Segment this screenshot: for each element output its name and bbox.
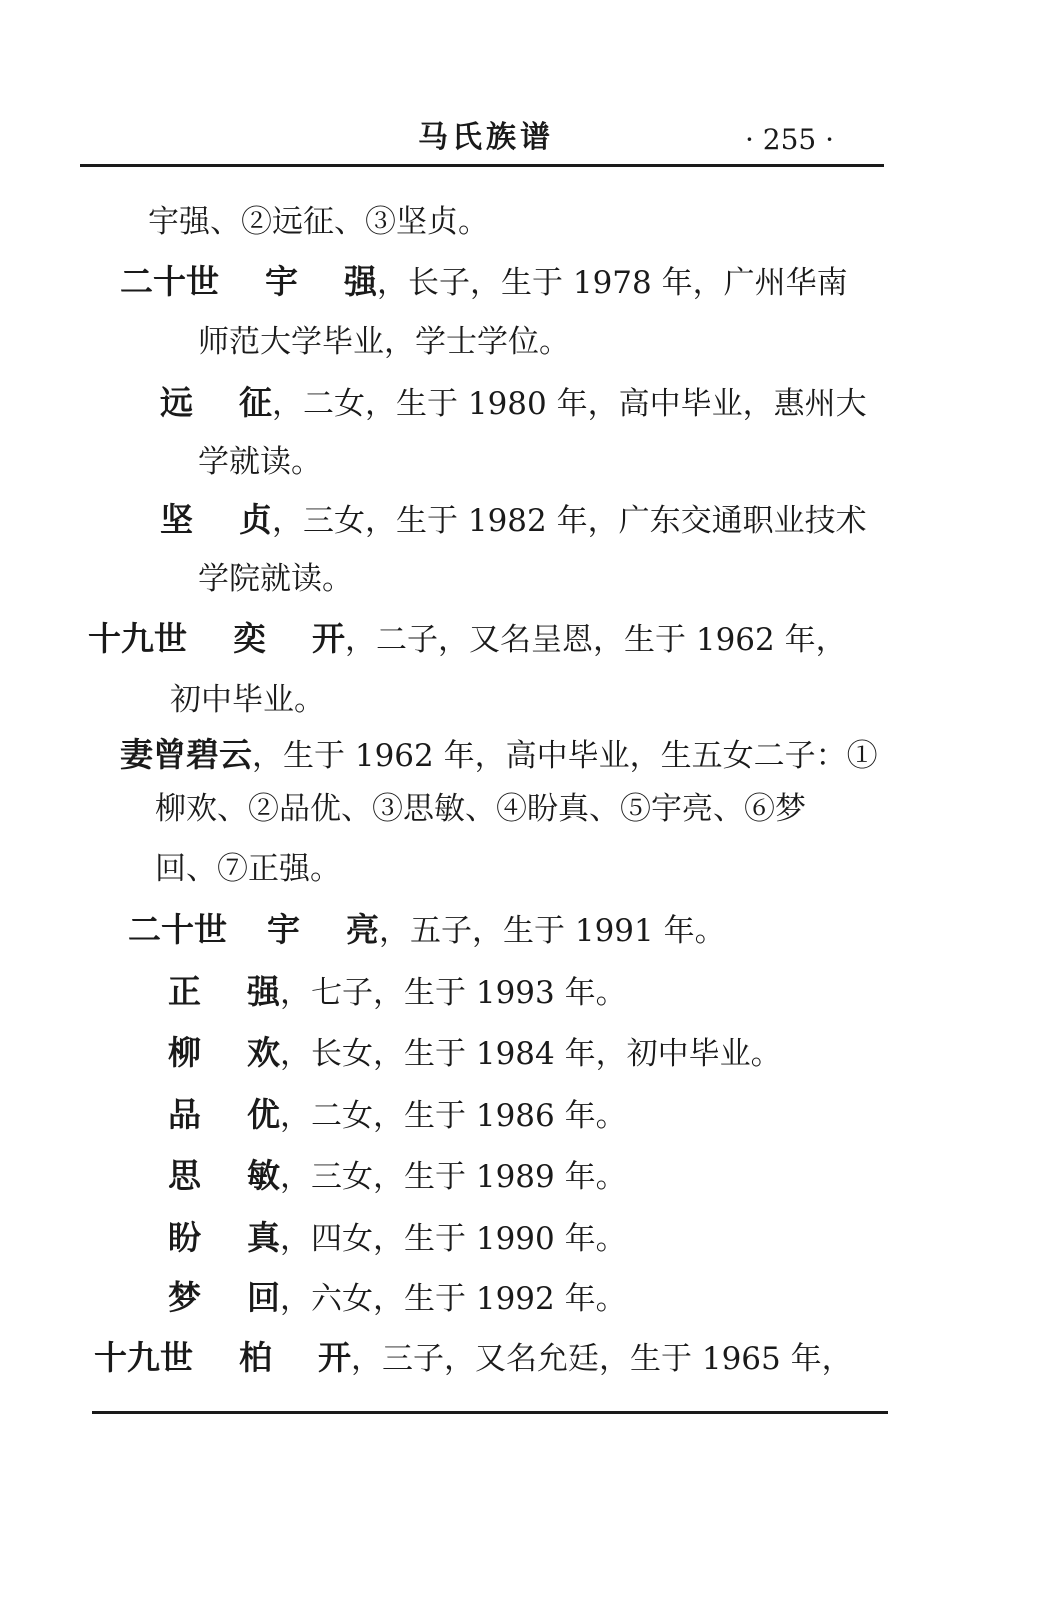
person-name: 宇强 [265, 262, 423, 301]
generation-label: 二十世 [128, 910, 227, 949]
entry-text: ，七子，生于 1993 年。 [280, 975, 627, 1011]
text-line [198, 557, 353, 601]
entry-line [120, 260, 848, 305]
entry-line [94, 1336, 853, 1381]
entry-text: ，二女，生于 1980 年，高中毕业，惠州大 [272, 386, 867, 422]
entry-line [120, 733, 878, 778]
entry-text: ，三女，生于 1989 年。 [280, 1159, 627, 1195]
entry-line [160, 498, 867, 543]
entry-line [168, 1276, 627, 1321]
line-text: 学院就读。 [198, 561, 353, 597]
footer-rule [92, 1411, 888, 1414]
person-name: 远征 [160, 383, 318, 422]
entry-line [168, 1093, 627, 1138]
generation-label: 二十世 [120, 262, 219, 301]
generation-label: 十九世 [88, 619, 187, 658]
person-name: 品优 [168, 1095, 326, 1134]
entry-text: ，六女，生于 1992 年。 [280, 1281, 627, 1317]
page-number: · 255 · [745, 123, 835, 156]
entry-line [168, 1031, 782, 1076]
entry-line [168, 970, 627, 1015]
page-title: 马氏族谱 [418, 120, 554, 155]
text-line [148, 200, 489, 244]
line-text: 宇强、②远征、③坚贞。 [148, 204, 489, 240]
entry-text: ，五子，生于 1991 年。 [379, 913, 726, 949]
line-text: 学就读。 [198, 444, 322, 480]
text-line [155, 787, 806, 831]
entry-text: ，二子，又名呈恩，生于 1962 年， [345, 622, 847, 658]
entry-line [128, 908, 726, 953]
person-name: 柏开 [239, 1338, 397, 1377]
person-name: 柳欢 [168, 1033, 326, 1072]
person-name: 奕开 [233, 619, 391, 658]
person-name: 思敏 [168, 1156, 326, 1195]
entry-line [168, 1154, 627, 1199]
line-text: 回、⑦正强。 [155, 851, 341, 887]
person-name: 宇亮 [267, 910, 425, 949]
text-line [155, 847, 341, 891]
spouse-name: 妻曾碧云 [120, 735, 252, 774]
person-name: 梦回 [168, 1278, 326, 1317]
text-line [198, 320, 570, 364]
entry-text: ，二女，生于 1986 年。 [280, 1098, 627, 1134]
generation-label: 十九世 [94, 1338, 193, 1377]
person-name: 坚贞 [160, 500, 318, 539]
line-text: 初中毕业。 [170, 682, 325, 718]
entry-line [88, 617, 847, 662]
person-name: 正强 [168, 972, 326, 1011]
line-text: 师范大学毕业，学士学位。 [198, 324, 570, 360]
entry-text: ，三女，生于 1982 年，广东交通职业技术 [272, 503, 867, 539]
entry-text: ，生于 1962 年，高中毕业，生五女二子：① [252, 738, 878, 774]
entry-text: ，三子，又名允廷，生于 1965 年， [351, 1341, 853, 1377]
entry-line [168, 1216, 627, 1261]
entry-text: ，长女，生于 1984 年，初中毕业。 [280, 1036, 782, 1072]
person-name: 盼真 [168, 1218, 326, 1257]
entry-text: ，四女，生于 1990 年。 [280, 1221, 627, 1257]
text-line [198, 440, 322, 484]
line-text: 柳欢、②品优、③思敏、④盼真、⑤宇亮、⑥梦 [155, 791, 806, 827]
entry-line [160, 381, 867, 426]
entry-text: ，长子，生于 1978 年，广州华南 [377, 265, 848, 301]
header-rule [80, 164, 884, 167]
text-line [170, 678, 325, 722]
